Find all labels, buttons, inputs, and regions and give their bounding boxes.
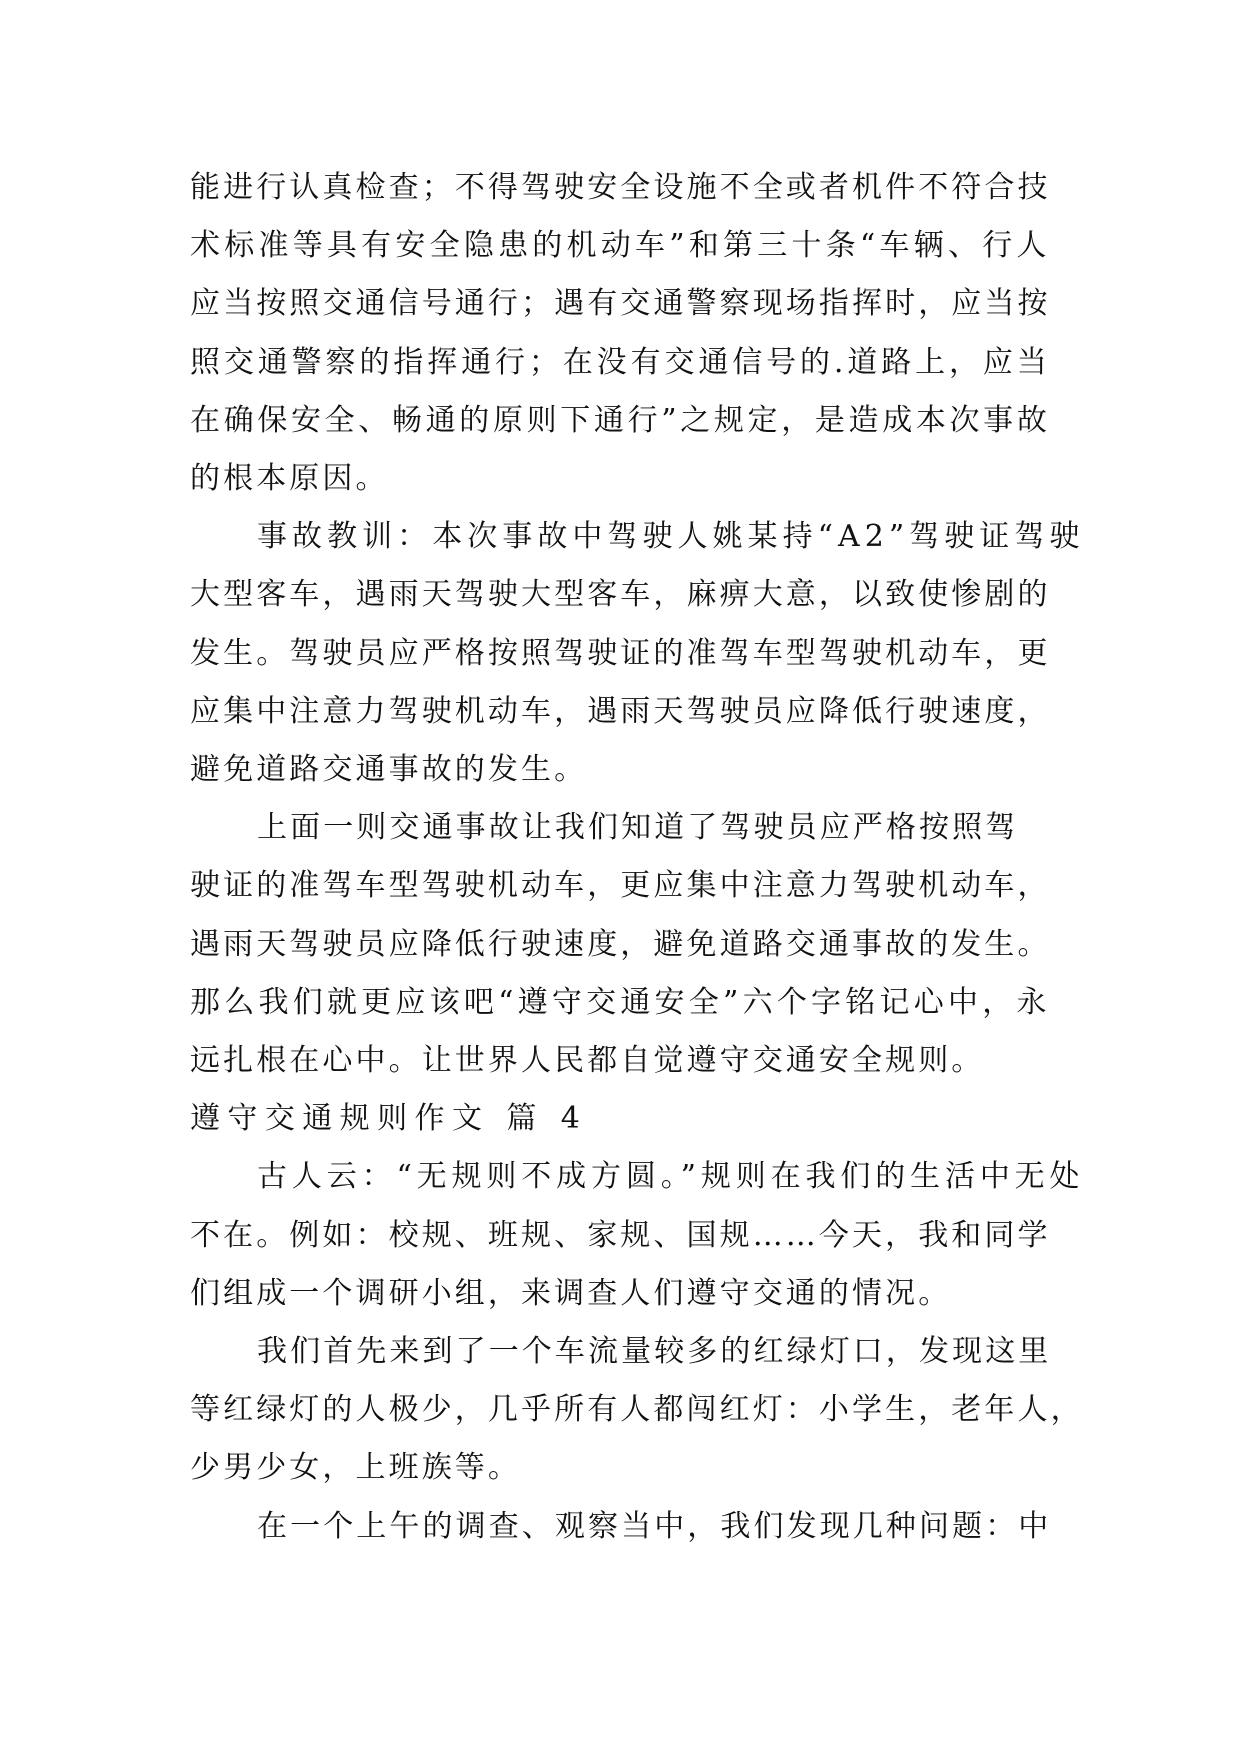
text-line: 上面一则交通事故让我们知道了驾驶员应严格按照驾 bbox=[257, 810, 1019, 846]
text-line: 的根本原因。 bbox=[190, 461, 389, 496]
text-line: 少男少女，上班族等。 bbox=[190, 1450, 521, 1486]
text-line: 大型客车，遇雨天驾驶大型客车，麻痹大意，以致使惨剧的 bbox=[190, 577, 1051, 613]
text-line: 们组成一个调研小组，来调查人们遵守交通的情况。 bbox=[190, 1275, 952, 1311]
text-line: 我们首先来到了一个车流量较多的红绿灯口，发现这里 bbox=[257, 1334, 1052, 1369]
text-line: 应当按照交通信号通行；遇有交通警察现场指挥时，应当按 bbox=[190, 286, 1051, 322]
text-line: 驶证的准驾车型驾驶机动车，更应集中注意力驾驶机动车， bbox=[190, 868, 1051, 904]
text-line: 在一个上午的调查、观察当中，我们发现几种问题：中 bbox=[257, 1508, 1052, 1544]
text-line: 等红绿灯的人极少，几乎所有人都闯红灯：小学生，老年人， bbox=[190, 1392, 1084, 1428]
text-line: 避免道路交通事故的发生。 bbox=[190, 752, 588, 787]
text-line: 应集中注意力驾驶机动车，遇雨天驾驶员应降低行驶速度， bbox=[190, 693, 1051, 729]
text-line: 发生。驾驶员应严格按照驾驶证的准驾车型驾驶机动车，更 bbox=[190, 635, 1051, 671]
text-line: 遇雨天驾驶员应降低行驶速度，避免道路交通事故的发生。 bbox=[190, 926, 1051, 962]
text-line: 远扎根在心中。让世界人民都自觉遵守交通安全规则。 bbox=[190, 1043, 985, 1078]
text-line: 能进行认真检查；不得驾驶安全设施不全或者机件不符合技 bbox=[190, 170, 1051, 205]
text-line: 不在。例如：校规、班规、家规、国规……今天，我和同学 bbox=[190, 1217, 1051, 1253]
text-line: 照交通警察的指挥通行；在没有交通信号的.道路上，应当 bbox=[190, 344, 1051, 380]
text-line: 古人云：“无规则不成方圆。”规则在我们的生活中无处 bbox=[257, 1159, 1085, 1195]
text-line: 事故教训：本次事故中驾驶人姚某持“A2”驾驶证驾驶 bbox=[257, 519, 1085, 555]
section-heading: 遵守交通规则作文 篇 4 bbox=[190, 1101, 588, 1137]
text-line: 那么我们就更应该吧“遵守交通安全”六个字铭记心中，永 bbox=[190, 984, 1051, 1020]
text-line: 在确保安全、畅通的原则下通行”之规定，是造成本次事故 bbox=[190, 402, 1051, 438]
text-line: 术标准等具有安全隐患的机动车”和第三十条“车辆、行人 bbox=[190, 228, 1051, 264]
